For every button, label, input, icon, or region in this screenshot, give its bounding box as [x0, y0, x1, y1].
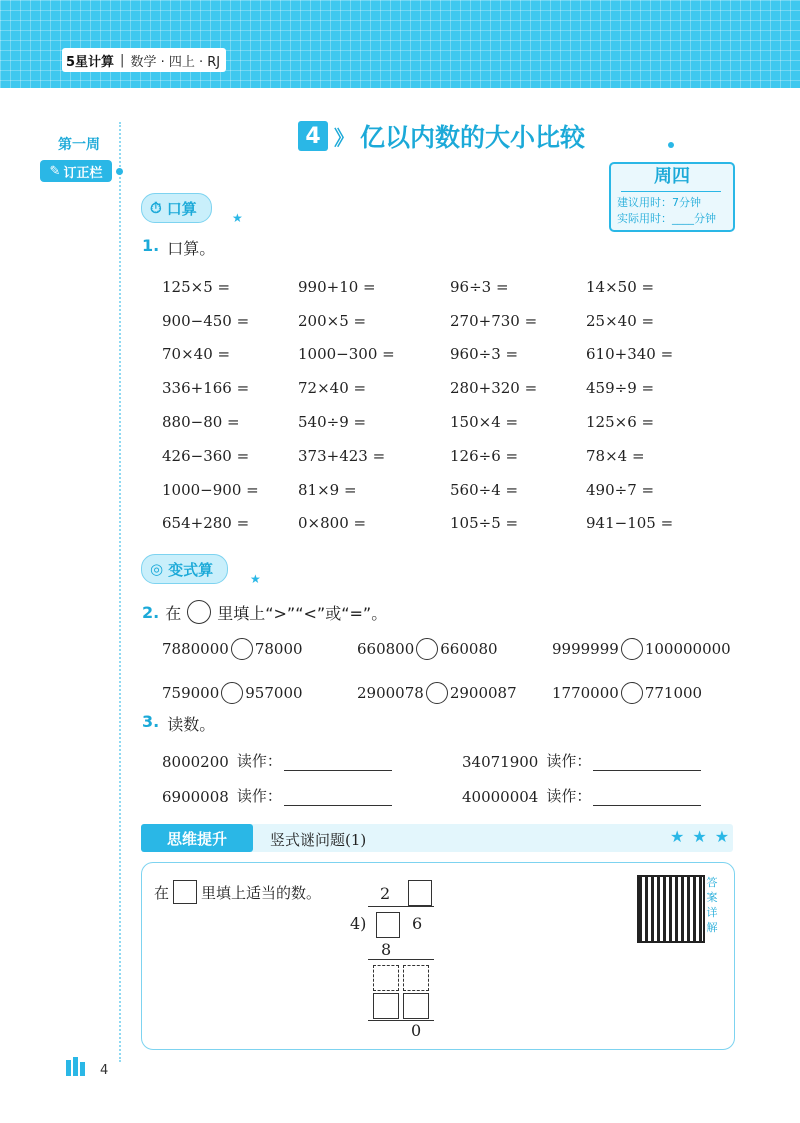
- read-label: 读作：: [236, 752, 282, 770]
- separator: |: [120, 52, 125, 68]
- pencil-icon: ✎: [49, 163, 61, 179]
- fix-column-tag: [40, 160, 112, 182]
- oral-problem: 459÷9 =: [586, 379, 655, 398]
- oral-problems: [162, 270, 722, 540]
- read-item: [162, 750, 462, 771]
- oral-problem: 900−450 =: [162, 311, 250, 330]
- oral-problem: 1000−300 =: [298, 345, 395, 364]
- question-1: [142, 236, 215, 259]
- right-number: 2900087: [449, 684, 517, 702]
- read-item: [462, 785, 742, 806]
- compare-item: [357, 638, 552, 660]
- right-number: 100000000: [644, 640, 731, 658]
- oral-problem: 270+730 =: [450, 311, 538, 330]
- oral-problem: 125×5 =: [162, 277, 231, 296]
- thinking-label: 思维提升: [141, 824, 253, 852]
- puzzle-instruction: [154, 880, 321, 904]
- oral-problem: 560÷4 =: [450, 480, 519, 499]
- partial-product: 8: [381, 940, 392, 959]
- target-icon: ◎: [150, 560, 164, 578]
- oral-problem: 150×4 =: [450, 413, 519, 432]
- star-icon: ★: [250, 572, 261, 586]
- oral-problem: 336+166 =: [162, 379, 250, 398]
- oral-problem: 540÷9 =: [298, 413, 367, 432]
- division-bar: [368, 906, 434, 907]
- right-number: 660080: [440, 640, 498, 658]
- page-number: 4: [100, 1063, 109, 1078]
- instr-pre: 在: [154, 883, 170, 902]
- read-label: 读作：: [546, 752, 592, 770]
- compare-item: [162, 682, 357, 704]
- actual-time: 实际用时：____分钟: [617, 212, 716, 225]
- qr-code[interactable]: [637, 875, 705, 943]
- oral-problem: 96÷3 =: [450, 277, 509, 296]
- brand-label: 5星计算: [66, 54, 115, 70]
- oral-problem: 81×9 =: [298, 480, 357, 499]
- oral-problem: 426−360 =: [162, 446, 250, 465]
- remainder-box[interactable]: [373, 965, 399, 991]
- breadcrumb: [62, 48, 226, 72]
- oral-problem: 105÷5 =: [450, 514, 519, 533]
- compare-problems: [162, 638, 752, 704]
- oral-problem: 200×5 =: [298, 311, 367, 330]
- thinking-subtitle: 竖式谜问题(1): [270, 831, 367, 849]
- header-band: [0, 0, 800, 88]
- q2-pre: 在: [165, 603, 182, 623]
- oral-problem: 490÷7 =: [586, 480, 655, 499]
- hanger-dot: [668, 142, 674, 148]
- answer-detail-label: 答案详解: [706, 876, 718, 934]
- question-number: 2.: [142, 602, 160, 622]
- remainder-box[interactable]: [403, 965, 429, 991]
- divisor: 4): [350, 914, 367, 933]
- answer-circle[interactable]: [231, 638, 253, 660]
- answer-circle[interactable]: [621, 682, 643, 704]
- right-number: 771000: [644, 684, 703, 702]
- read-label: 读作：: [546, 787, 592, 805]
- side-divider: [119, 122, 121, 1062]
- answer-blank[interactable]: [593, 754, 701, 771]
- question-number: 1.: [142, 236, 160, 255]
- quotient-box[interactable]: [408, 880, 432, 906]
- right-number: 957000: [245, 684, 303, 702]
- lesson-title: 亿以内数的大小比较: [360, 123, 586, 152]
- compare-item: [552, 638, 752, 660]
- week-label: 第一周: [58, 137, 100, 153]
- number-to-read: 6900008: [162, 788, 229, 806]
- answer-blank[interactable]: [284, 754, 392, 771]
- read-item: [162, 785, 462, 806]
- oral-problem: 125×6 =: [586, 413, 655, 432]
- answer-blank[interactable]: [284, 789, 392, 806]
- difficulty-stars: ★★★: [670, 827, 738, 846]
- books-icon: [64, 1056, 94, 1076]
- subtract-line: [368, 1020, 434, 1021]
- page-title: [298, 118, 585, 154]
- subtract-line: [368, 959, 434, 960]
- breadcrumb-text: 数学 · 四上 · RJ: [130, 54, 221, 70]
- question-text: 读数。: [167, 715, 216, 734]
- fix-label: 订正栏: [63, 165, 103, 181]
- read-item: [462, 750, 742, 771]
- oral-problem: 941−105 =: [586, 514, 674, 533]
- left-number: 7880000: [162, 640, 229, 658]
- oral-problem: 72×40 =: [298, 379, 367, 398]
- section-oral: [141, 193, 212, 223]
- oral-problem: 126÷6 =: [450, 446, 519, 465]
- q2-post: 里填上“>”“<”或“=”。: [217, 603, 388, 623]
- oral-problem: 960÷3 =: [450, 345, 519, 364]
- section-oral-label: 口算: [166, 199, 197, 218]
- question-3: [142, 712, 215, 735]
- left-number: 660800: [357, 640, 415, 658]
- number-to-read: 34071900: [462, 753, 539, 771]
- answer-circle: [187, 600, 211, 624]
- quotient-digit: 2: [380, 884, 391, 903]
- right-number: 78000: [254, 640, 303, 658]
- suggested-time: 建议用时：7分钟: [617, 196, 701, 209]
- left-number: 759000: [162, 684, 220, 702]
- oral-problem: 880−80 =: [162, 413, 240, 432]
- oral-problem: 373+423 =: [298, 446, 386, 465]
- divider-dot: [116, 168, 123, 175]
- day-card: [609, 162, 735, 232]
- number-to-read: 8000200: [162, 753, 229, 771]
- oral-problem: 654+280 =: [162, 514, 250, 533]
- chevron-right-icon: 》: [334, 125, 354, 150]
- question-text: 口算。: [167, 239, 216, 258]
- oral-problem: 14×50 =: [586, 277, 655, 296]
- compare-item: [552, 682, 752, 704]
- section-variant: [141, 554, 228, 584]
- answer-blank[interactable]: [593, 789, 701, 806]
- number-to-read: 40000004: [462, 788, 539, 806]
- answer-circle[interactable]: [221, 682, 243, 704]
- section-variant-label: 变式算: [168, 560, 214, 579]
- compare-item: [357, 682, 552, 704]
- read-problems: [162, 750, 742, 806]
- oral-problem: 0×800 =: [298, 514, 367, 533]
- product-box[interactable]: [373, 993, 399, 1019]
- lesson-number: 4: [298, 121, 328, 151]
- oral-problem: 70×40 =: [162, 345, 231, 364]
- instr-post: 里填上适当的数。: [201, 883, 322, 902]
- oral-problem: 990+10 =: [298, 277, 376, 296]
- compare-item: [162, 638, 357, 660]
- oral-problem: 25×40 =: [586, 311, 655, 330]
- final-remainder: 0: [411, 1021, 422, 1040]
- left-number: 9999999: [552, 640, 619, 658]
- blank-box: [173, 880, 197, 904]
- oral-problem: 610+340 =: [586, 345, 674, 364]
- left-number: 1770000: [552, 684, 619, 702]
- answer-circle[interactable]: [621, 638, 643, 660]
- star-icon: ★: [232, 211, 243, 225]
- oral-problem: 280+320 =: [450, 379, 538, 398]
- day-name: 周四: [654, 166, 690, 187]
- product-box[interactable]: [403, 993, 429, 1019]
- read-label: 读作：: [236, 787, 282, 805]
- oral-problem: 1000−900 =: [162, 480, 259, 499]
- dividend-digit: 6: [412, 914, 423, 933]
- question-2: [142, 600, 387, 624]
- stopwatch-icon: ⏱: [150, 199, 162, 217]
- answer-circle[interactable]: [416, 638, 438, 660]
- oral-problem: 78×4 =: [586, 446, 645, 465]
- left-number: 2900078: [357, 684, 424, 702]
- answer-circle[interactable]: [426, 682, 448, 704]
- question-number: 3.: [142, 712, 160, 731]
- dividend-box[interactable]: [376, 912, 400, 938]
